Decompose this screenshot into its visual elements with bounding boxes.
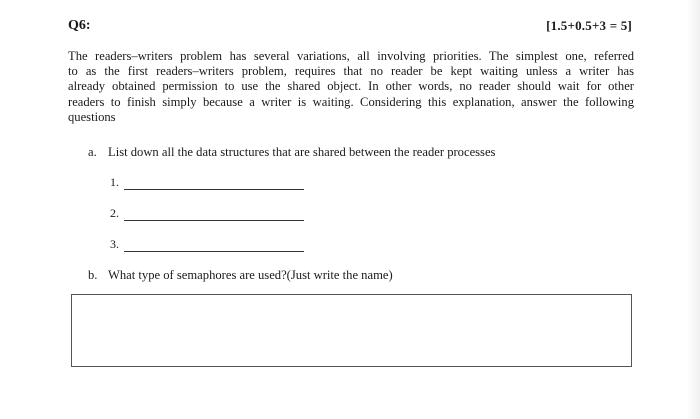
marks-breakdown: [1.5+0.5+3 = 5] (546, 18, 632, 33)
part-a (88, 145, 495, 160)
page-edge-shadow (686, 0, 700, 419)
part-b-text: What type of semaphores are used?(Just write the name) (108, 268, 393, 282)
blank-number: 3. (110, 237, 119, 251)
intro-line: questions (68, 109, 116, 124)
blank-line[interactable] (124, 241, 304, 252)
intro-line: to as the first readers–writers problem, requires that no reader be kept waiting unless a writer has (68, 64, 634, 79)
intro-line: The readers–writers problem has several variations, all involving priorities. The simplest one, referred (68, 49, 634, 63)
blank-answer-1[interactable] (110, 175, 304, 190)
blank-number: 1. (110, 175, 119, 189)
part-a-letter: a. (88, 145, 97, 159)
question-label: Q6: (68, 18, 91, 33)
blank-answer-3[interactable] (110, 237, 304, 252)
blank-line[interactable] (124, 179, 304, 190)
blank-line[interactable] (124, 210, 304, 221)
semaphore-answer-box[interactable] (71, 294, 632, 367)
question-intro (68, 49, 634, 125)
intro-line: already obtained permission to use the shared object. In other words, no reader should wait for other (68, 79, 634, 94)
blank-answer-2[interactable] (110, 206, 304, 221)
part-b (88, 268, 393, 283)
blank-number: 2. (110, 206, 119, 220)
part-a-text: List down all the data structures that are shared between the reader processes (108, 145, 496, 159)
intro-line: readers to finish simply because a writer is waiting. Considering this explanation, answer the following (68, 94, 634, 109)
part-b-letter: b. (88, 268, 98, 282)
